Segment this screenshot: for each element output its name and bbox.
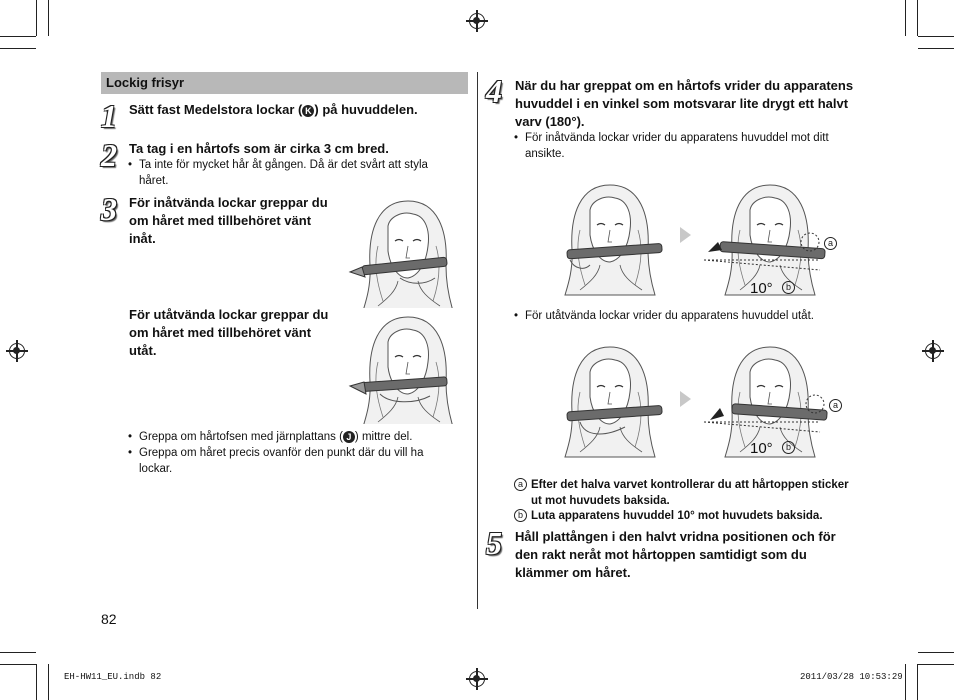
crop-mark xyxy=(918,652,954,653)
step-number: 5 xyxy=(486,525,502,561)
label-b: b xyxy=(782,281,795,294)
crop-mark xyxy=(36,664,37,700)
step-2-note: • Ta inte för mycket hår åt gången. Då är det svårt att styla håret. xyxy=(128,157,459,189)
crop-mark xyxy=(0,652,36,653)
crop-mark xyxy=(0,36,36,37)
registration-mark-icon xyxy=(469,13,485,29)
crop-mark xyxy=(917,664,918,700)
legend-b: b Luta apparatens huvuddel 10° mot huvudets baksida. xyxy=(514,508,854,524)
illustration-inward-curl xyxy=(340,190,464,308)
step-4-text: När du har greppat om en hårtofs vrider du apparatens huvuddel i en vinkel som motsvarar lite drygt ett halvt varv (180°). xyxy=(515,78,854,129)
crop-mark xyxy=(48,664,49,700)
illustration-outward-curl xyxy=(340,306,464,424)
degree-label: 10° xyxy=(750,440,773,457)
crop-mark xyxy=(905,664,906,700)
crop-mark xyxy=(918,48,954,49)
step-3-text-outward: För utåtvända lockar greppar du om håret med tillbehöret vänt utåt. xyxy=(129,307,329,358)
legend-a: a Efter det halva varvet kontrollerar du att hårtoppen sticker ut mot huvudets baksida. xyxy=(514,477,849,493)
degree-label: 10° xyxy=(750,280,773,297)
step-4-note-inward: • För inåtvända lockar vrider du apparatens huvuddel mot ditt ansikte. xyxy=(514,130,860,162)
step-number: 2 xyxy=(101,137,117,173)
step-2-text: Ta tag i en hårtofs som är cirka 3 cm bred. xyxy=(129,141,389,156)
crop-mark xyxy=(48,0,49,36)
crop-mark xyxy=(905,0,906,36)
illustration-outward-before xyxy=(545,332,670,462)
step-4-note-outward: • För utåtvända lockar vrider du apparatens huvuddel utåt. xyxy=(514,308,860,324)
crop-mark xyxy=(0,664,36,665)
badge-icon: K xyxy=(302,105,314,117)
registration-mark-icon xyxy=(925,343,941,359)
step-3-text-inward: För inåtvända lockar greppar du om håret med tillbehöret vänt inåt. xyxy=(129,195,328,246)
badge-icon: J xyxy=(343,431,355,443)
label-a: a xyxy=(824,237,837,250)
step-number: 3 xyxy=(101,191,117,227)
footer-timestamp: 2011/03/28 10:53:29 xyxy=(800,672,903,682)
step-number: 1 xyxy=(101,98,117,134)
illustration-inward-before xyxy=(545,170,670,300)
label-b: b xyxy=(782,441,795,454)
arrow-right-icon xyxy=(680,227,691,243)
registration-mark-icon xyxy=(9,343,25,359)
page-number: 82 xyxy=(101,611,117,627)
section-header xyxy=(101,72,468,94)
crop-mark xyxy=(917,0,918,36)
arrow-right-icon xyxy=(680,391,691,407)
section-title: Lockig frisyr xyxy=(106,75,185,90)
step-3-note-1: • Greppa om hårtofsen med järnplattans ( J ) mittre del. xyxy=(128,429,469,445)
label-a: a xyxy=(829,399,842,412)
step-1-text: Sätt fast Medelstora lockar ( K ) på huvuddelen. xyxy=(129,102,418,117)
step-5-text: Håll plattången i den halvt vridna positionen och för den rakt neråt mot hårtoppen samtidigt som du klämmer om håret. xyxy=(515,529,836,580)
registration-mark-icon xyxy=(469,671,485,687)
footer-file: EH-HW11_EU.indb 82 xyxy=(64,672,162,682)
column-divider xyxy=(477,72,478,609)
step-3-note-2: • Greppa om håret precis ovanför den punkt där du vill ha lockar. xyxy=(128,445,459,477)
crop-mark xyxy=(0,48,36,49)
step-number: 4 xyxy=(486,73,502,109)
crop-mark xyxy=(918,36,954,37)
crop-mark xyxy=(918,664,954,665)
crop-mark xyxy=(36,0,37,36)
